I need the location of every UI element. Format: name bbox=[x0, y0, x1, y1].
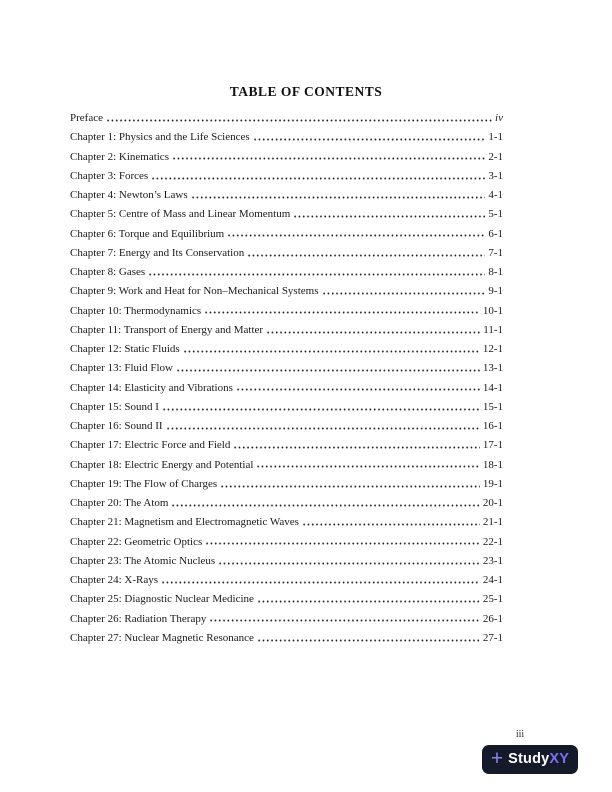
toc-entry bbox=[70, 513, 503, 532]
toc-leader-dots bbox=[322, 291, 486, 295]
toc-entry-label: Preface bbox=[70, 112, 103, 124]
toc-leader-dots bbox=[106, 118, 492, 122]
toc-entry-label: Chapter 17: Electric Force and Field bbox=[70, 439, 231, 452]
toc-entry-page: 9-1 bbox=[488, 285, 503, 298]
toc-entry bbox=[70, 494, 503, 513]
toc-entry bbox=[70, 128, 503, 147]
toc-entry-label: Chapter 24: X-Rays bbox=[70, 574, 158, 586]
toc-entry bbox=[70, 263, 503, 282]
toc-entry-page: 3-1 bbox=[488, 169, 503, 182]
toc-leader-dots bbox=[176, 368, 480, 372]
toc-entry bbox=[70, 590, 503, 609]
toc-leader-dots bbox=[302, 522, 480, 526]
toc-entry-label: Chapter 26: Radiation Therapy bbox=[70, 612, 207, 625]
toc-entry-label: Chapter 12: Static Fluids bbox=[70, 343, 180, 355]
toc-leader-dots bbox=[171, 503, 479, 507]
toc-entry-page: 22-1 bbox=[482, 535, 503, 548]
toc-entry-label: Chapter 21: Magnetism and Electromagnetic Waves bbox=[70, 516, 299, 529]
toc-entry-page: 23-1 bbox=[482, 554, 503, 567]
toc-entry-page: 7-1 bbox=[488, 246, 503, 259]
toc-entry bbox=[70, 244, 503, 263]
toc-entry-page: iv bbox=[495, 112, 503, 124]
logo-text-primary: Study bbox=[508, 751, 550, 768]
toc-entry-page: 2-1 bbox=[488, 150, 503, 163]
toc-entry-label: Chapter 8: Gases bbox=[70, 266, 146, 278]
toc-leader-dots bbox=[218, 561, 480, 565]
toc-entry bbox=[70, 398, 503, 417]
studyxy-logo bbox=[482, 745, 578, 774]
toc-entry-page: 25-1 bbox=[482, 593, 503, 606]
toc-entry-page: 27-1 bbox=[482, 631, 503, 644]
toc-entry bbox=[70, 359, 503, 378]
toc-entry bbox=[70, 321, 503, 340]
toc-entry-label: Chapter 15: Sound I bbox=[70, 400, 159, 413]
toc-entry bbox=[70, 148, 503, 167]
toc-entry bbox=[70, 629, 503, 648]
toc-entry bbox=[70, 340, 503, 359]
toc-entry bbox=[70, 167, 503, 186]
toc-entry-label: Chapter 20: The Atom bbox=[70, 497, 169, 509]
toc-entry-page: 26-1 bbox=[482, 612, 503, 625]
toc-entry-page: 20-1 bbox=[482, 497, 503, 509]
table-of-contents bbox=[70, 109, 503, 648]
toc-entry-label: Chapter 6: Torque and Equilibrium bbox=[70, 227, 225, 240]
toc-entry bbox=[70, 186, 503, 205]
logo-text-accent: XY bbox=[549, 751, 570, 768]
toc-leader-dots bbox=[266, 330, 480, 334]
toc-entry bbox=[70, 436, 503, 455]
toc-leader-dots bbox=[227, 233, 485, 237]
toc-entry-label: Chapter 13: Fluid Flow bbox=[70, 362, 173, 375]
toc-entry bbox=[70, 282, 503, 301]
toc-leader-dots bbox=[151, 176, 485, 180]
toc-leader-dots bbox=[162, 407, 480, 411]
toc-entry-page: 4-1 bbox=[488, 189, 503, 201]
toc-entry-label: Chapter 11: Transport of Energy and Matter bbox=[70, 323, 264, 336]
toc-entry-label: Chapter 25: Diagnostic Nuclear Medicine bbox=[70, 593, 254, 606]
toc-entry-page: 16-1 bbox=[482, 420, 503, 432]
toc-leader-dots bbox=[253, 137, 486, 141]
toc-entry-page: 14-1 bbox=[482, 381, 503, 394]
toc-entry bbox=[70, 533, 503, 552]
toc-leader-dots bbox=[256, 464, 479, 468]
toc-entry-page: 21-1 bbox=[482, 516, 503, 529]
toc-entry-page: 11-1 bbox=[483, 323, 503, 336]
toc-entry-label: Chapter 27: Nuclear Magnetic Resonance bbox=[70, 631, 254, 644]
toc-leader-dots bbox=[257, 599, 480, 603]
toc-entry-page: 8-1 bbox=[488, 266, 503, 278]
toc-leader-dots bbox=[205, 541, 480, 545]
toc-entry-page: 12-1 bbox=[482, 343, 503, 355]
page-title: TABLE OF CONTENTS bbox=[229, 84, 383, 99]
toc-leader-dots bbox=[172, 156, 485, 160]
logo-wordmark bbox=[508, 752, 569, 767]
toc-leader-dots bbox=[191, 195, 486, 199]
toc-leader-dots bbox=[166, 426, 480, 430]
toc-entry-label: Chapter 7: Energy and Its Conservation bbox=[70, 246, 245, 259]
toc-entry bbox=[70, 379, 503, 398]
toc-entry-label: Chapter 4: Newton’s Laws bbox=[70, 189, 188, 201]
toc-leader-dots bbox=[236, 387, 480, 391]
toc-entry-page: 17-1 bbox=[482, 439, 503, 452]
toc-entry-page: 24-1 bbox=[482, 574, 503, 586]
toc-entry bbox=[70, 302, 503, 321]
toc-entry-page: 19-1 bbox=[482, 477, 503, 490]
toc-leader-dots bbox=[204, 310, 480, 314]
toc-entry-label: Chapter 10: Thermodynamics bbox=[70, 304, 202, 317]
toc-leader-dots bbox=[233, 445, 479, 449]
toc-entry-page: 1-1 bbox=[488, 131, 503, 144]
toc-entry bbox=[70, 571, 503, 590]
toc-entry-page: 5-1 bbox=[488, 208, 503, 221]
toc-leader-dots bbox=[148, 272, 485, 276]
toc-leader-dots bbox=[220, 484, 480, 488]
toc-entry bbox=[70, 610, 503, 629]
toc-entry-label: Chapter 18: Electric Energy and Potential bbox=[70, 458, 254, 471]
toc-entry-label: Chapter 9: Work and Heat for Non–Mechanical Systems bbox=[70, 285, 319, 298]
toc-entry-label: Chapter 22: Geometric Optics bbox=[70, 535, 203, 548]
toc-entry-label: Chapter 16: Sound II bbox=[70, 420, 163, 432]
toc-leader-dots bbox=[183, 349, 480, 353]
toc-leader-dots bbox=[161, 580, 480, 584]
toc-entry-page: 6-1 bbox=[488, 227, 503, 240]
toc-entry-label: Chapter 23: The Atomic Nucleus bbox=[70, 554, 216, 567]
toc-entry-label: Chapter 3: Forces bbox=[70, 169, 149, 182]
toc-entry-page: 15-1 bbox=[482, 400, 503, 413]
toc-entry-label: Chapter 14: Elasticity and Vibrations bbox=[70, 381, 233, 394]
toc-entry-page: 13-1 bbox=[482, 362, 503, 375]
toc-entry-page: 18-1 bbox=[482, 458, 503, 471]
toc-entry-label: Chapter 2: Kinematics bbox=[70, 150, 169, 163]
plus-icon: + bbox=[490, 746, 504, 770]
folio-page-number: iii bbox=[515, 729, 525, 740]
toc-entry-page: 10-1 bbox=[482, 304, 503, 317]
toc-entry bbox=[70, 552, 503, 571]
toc-leader-dots bbox=[293, 214, 485, 218]
toc-entry bbox=[70, 205, 503, 224]
toc-entry-label: Chapter 19: The Flow of Charges bbox=[70, 477, 218, 490]
toc-leader-dots bbox=[257, 638, 480, 642]
toc-entry bbox=[70, 225, 503, 244]
toc-leader-dots bbox=[209, 618, 479, 622]
toc-entry-label: Chapter 1: Physics and the Life Sciences bbox=[70, 131, 250, 144]
toc-entry bbox=[70, 456, 503, 475]
toc-leader-dots bbox=[247, 253, 485, 257]
toc-entry bbox=[70, 109, 503, 128]
toc-entry-label: Chapter 5: Centre of Mass and Linear Momentum bbox=[70, 208, 291, 221]
toc-entry bbox=[70, 417, 503, 436]
toc-entry bbox=[70, 475, 503, 494]
